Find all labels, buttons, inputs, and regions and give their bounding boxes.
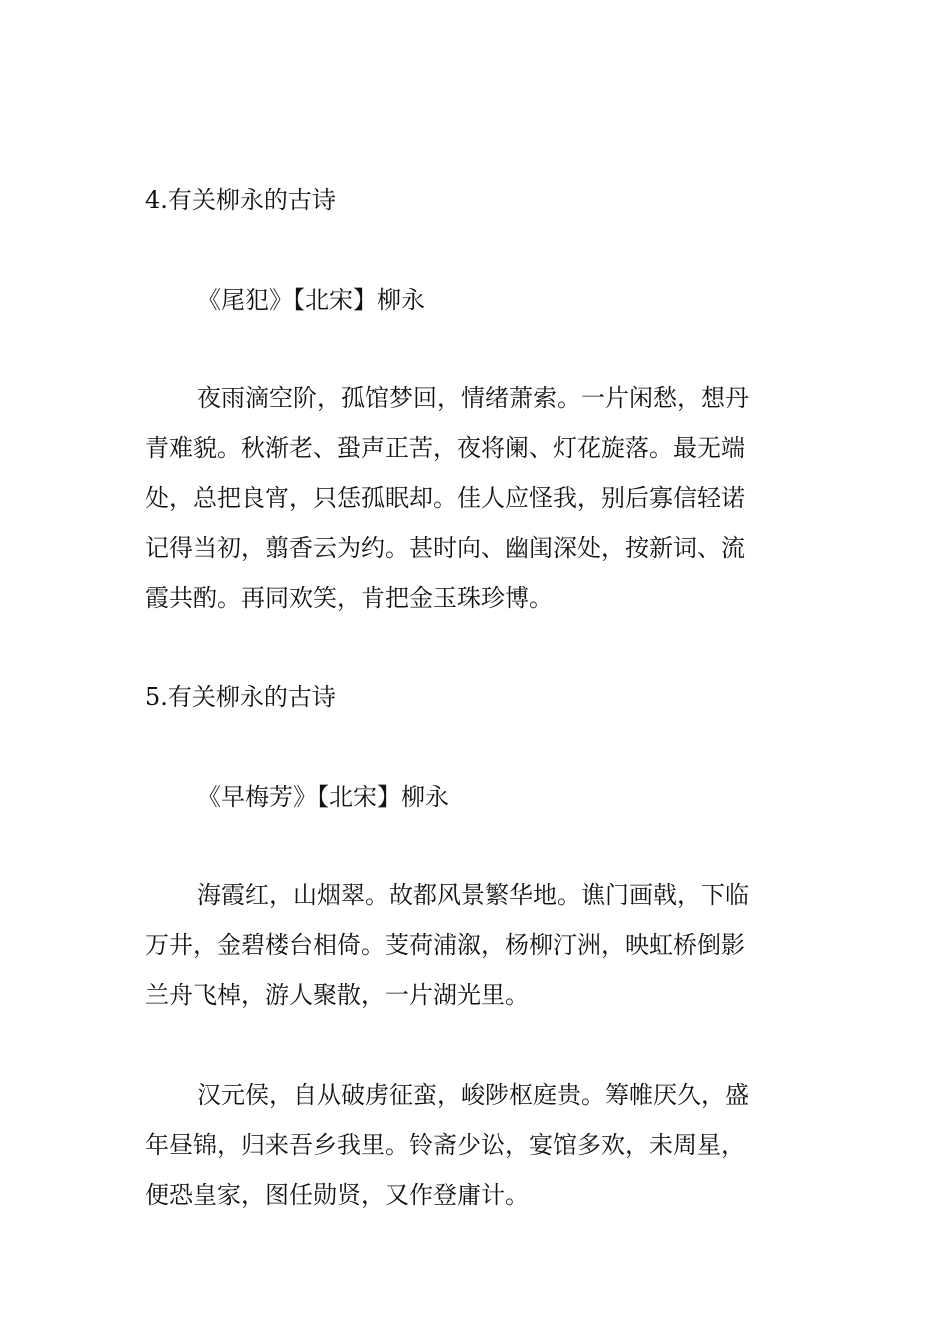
poem-body-zaomeifang-part1: [145, 870, 809, 1020]
poem-body-weifan: [145, 373, 809, 623]
poem-line: 汉元侯，自从破虏征蛮，峻陟枢庭贵。筹帷厌久，盛: [197, 1081, 749, 1109]
poem-body-zaomeifang-part2: [145, 1070, 809, 1220]
poem-line: 霞共酌。再同欢笑，肯把金玉珠珍博。: [145, 584, 553, 612]
poem-line: 年昼锦，归来吾乡我里。铃斋少讼，宴馆多欢，未周星，: [145, 1131, 745, 1159]
poem-title-zaomeifang: 《早梅芳》【北宋】柳永: [197, 783, 449, 811]
poem-line: 海霞红，山烟翠。故都风景繁华地。谯门画戟，下临: [197, 881, 749, 909]
poem-title-weifan: 《尾犯》【北宋】柳永: [197, 286, 425, 314]
poem-line: 夜雨滴空阶，孤馆梦回，情绪萧索。一片闲愁，想丹: [197, 384, 749, 412]
section-5-heading: 5.有关柳永的古诗: [145, 683, 336, 711]
poem-line: 青难貌。秋渐老、蛩声正苦，夜将阑、灯花旋落。最无端: [145, 434, 745, 462]
poem-line: 兰舟飞棹，游人聚散，一片湖光里。: [145, 981, 529, 1009]
poem-line: 便恐皇家，图任勋贤，又作登庸计。: [145, 1181, 529, 1209]
section-4-heading: 4.有关柳永的古诗: [145, 186, 336, 214]
poem-line: 处，总把良宵，只恁孤眠却。佳人应怪我，别后寡信轻诺: [145, 484, 745, 512]
poem-line: 万井，金碧楼台相倚。芰荷浦溆，杨柳汀洲，映虹桥倒影: [145, 931, 745, 959]
poem-line: 记得当初，翦香云为约。甚时向、幽闺深处，按新词、流: [145, 534, 745, 562]
